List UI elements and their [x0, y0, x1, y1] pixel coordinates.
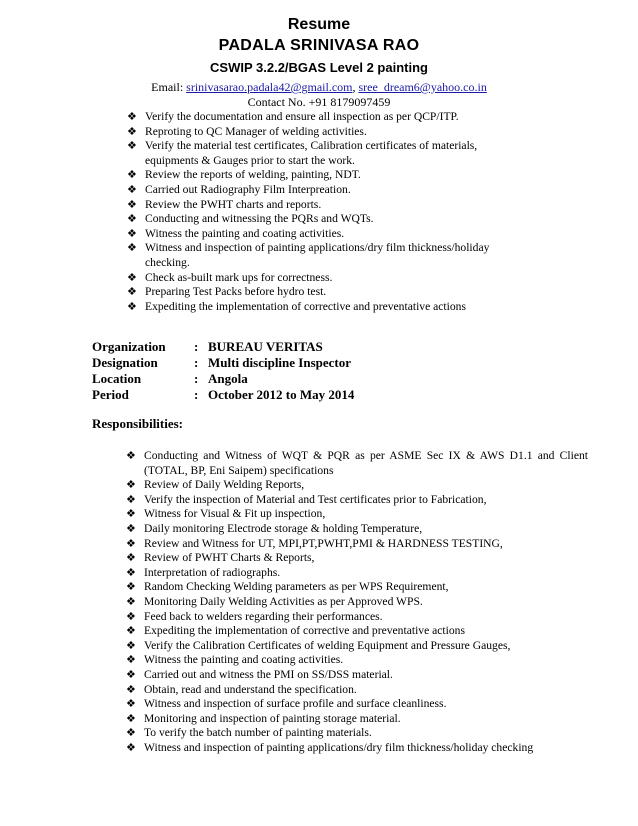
email-line — [0, 80, 638, 95]
org-separator: : — [194, 355, 199, 370]
email-separator: , — [352, 80, 359, 94]
diamond-bullet-icon: ❖ — [126, 595, 136, 608]
summary-item-text: Check as-built mark ups for correctness. — [145, 270, 333, 284]
summary-item-text: Review the reports of welding, painting, NDT. — [145, 168, 361, 182]
diamond-bullet-icon: ❖ — [126, 698, 136, 711]
responsibility-item — [124, 624, 588, 639]
org-label: Period — [92, 387, 129, 402]
diamond-bullet-icon: ❖ — [127, 271, 137, 284]
responsibility-item-text: Verify the inspection of Material and Test certificates prior to Fabrication, — [144, 492, 487, 506]
diamond-bullet-icon: ❖ — [127, 183, 137, 196]
diamond-bullet-icon: ❖ — [126, 610, 136, 623]
org-value: October 2012 to May 2014 — [208, 387, 355, 402]
summary-item-text: Reproting to QC Manager of welding activities. — [145, 124, 367, 138]
responsibility-item-text: Witness for Visual & Fit up inspection, — [144, 507, 326, 521]
org-label: Organization — [92, 339, 166, 354]
summary-item — [125, 271, 510, 286]
responsibility-item-text: Review and Witness for UT, MPI,PT,PWHT,PMI & HARDNESS TESTING, — [144, 536, 503, 550]
diamond-bullet-icon: ❖ — [127, 286, 137, 299]
responsibility-item — [124, 580, 588, 595]
responsibility-item — [124, 741, 588, 756]
responsibility-item — [124, 537, 588, 552]
summary-item — [125, 168, 510, 183]
summary-item-text: Expediting the implementation of corrective and preventative actions — [145, 299, 466, 313]
summary-item — [125, 227, 510, 242]
diamond-bullet-icon: ❖ — [126, 741, 136, 754]
diamond-bullet-icon: ❖ — [127, 213, 137, 226]
responsibility-item — [124, 726, 588, 741]
diamond-bullet-icon: ❖ — [127, 169, 137, 182]
summary-list — [125, 110, 510, 314]
responsibility-item-text: Witness and inspection of painting applications/dry film thickness/holiday checking — [144, 740, 534, 754]
responsibility-item — [124, 712, 588, 727]
org-separator: : — [194, 387, 199, 402]
org-separator: : — [194, 339, 199, 354]
org-label: Designation — [92, 355, 158, 370]
diamond-bullet-icon: ❖ — [127, 300, 137, 313]
responsibility-item-text: Verify the Calibration Certificates of welding Equipment and Pressure Gauges, — [144, 638, 511, 652]
responsibility-item-text: Monitoring and inspection of painting storage material. — [144, 711, 401, 725]
responsibility-item-text: Feed back to welders regarding their performances. — [144, 609, 383, 623]
org-value: Angola — [208, 371, 248, 386]
diamond-bullet-icon: ❖ — [126, 668, 136, 681]
responsibility-item — [124, 639, 588, 654]
summary-item — [125, 139, 510, 168]
summary-item-text: Preparing Test Packs before hydro test. — [145, 285, 327, 299]
diamond-bullet-icon: ❖ — [126, 537, 136, 550]
diamond-bullet-icon: ❖ — [127, 227, 137, 240]
summary-item-text: Carried out Radiography Film Interpreation. — [145, 182, 351, 196]
candidate-name: PADALA SRINIVASA RAO — [218, 37, 420, 54]
responsibility-item-text: Carried out and witness the PMI on SS/DSS material. — [144, 667, 393, 681]
responsibility-item-text: Obtain, read and understand the specification. — [144, 682, 357, 696]
diamond-bullet-icon: ❖ — [126, 566, 136, 579]
responsibility-item — [124, 697, 588, 712]
diamond-bullet-icon: ❖ — [126, 493, 136, 506]
diamond-bullet-icon: ❖ — [126, 508, 136, 521]
org-value: Multi discipline Inspector — [208, 355, 352, 370]
responsibility-item — [124, 449, 588, 478]
responsibility-item — [124, 507, 588, 522]
responsibility-item — [124, 653, 588, 668]
summary-item — [125, 110, 510, 125]
certification-line: CSWIP 3.2.2/BGAS Level 2 painting — [210, 60, 428, 75]
diamond-bullet-icon: ❖ — [126, 552, 136, 565]
summary-item-text: Witness the painting and coating activities. — [145, 226, 345, 240]
responsibility-item-text: Witness the painting and coating activities. — [144, 653, 344, 667]
diamond-bullet-icon: ❖ — [126, 581, 136, 594]
diamond-bullet-icon: ❖ — [126, 522, 136, 535]
responsibility-item-text: To verify the batch number of painting materials. — [144, 726, 372, 740]
org-value: BUREAU VERITAS — [208, 339, 323, 354]
responsibility-item — [124, 668, 588, 683]
summary-item-text: Verify the material test certificates, Calibration certificates of materials, equipments & Gauges prior to start the work. — [145, 139, 478, 167]
diamond-bullet-icon: ❖ — [127, 125, 137, 138]
responsibility-item-text: Random Checking Welding parameters as per WPS Requirement, — [144, 580, 449, 594]
diamond-bullet-icon: ❖ — [127, 111, 137, 123]
diamond-bullet-icon: ❖ — [127, 198, 137, 211]
responsibility-item — [124, 478, 588, 493]
responsibility-item — [124, 683, 588, 698]
responsibilities-heading: Responsibilities: — [92, 416, 184, 431]
diamond-bullet-icon: ❖ — [126, 639, 136, 652]
diamond-bullet-icon: ❖ — [127, 140, 137, 153]
responsibility-item — [124, 566, 588, 581]
summary-item — [125, 241, 510, 270]
diamond-bullet-icon: ❖ — [126, 654, 136, 667]
org-separator: : — [194, 371, 199, 386]
summary-item — [125, 125, 510, 140]
summary-item — [125, 212, 510, 227]
responsibility-item-text: Daily monitoring Electrode storage & holding Temperature, — [144, 521, 423, 535]
responsibility-item — [124, 595, 588, 610]
summary-item — [125, 198, 510, 213]
responsibility-item — [124, 522, 588, 537]
summary-item-text: Conducting and witnessing the PQRs and WQTs. — [145, 212, 374, 226]
responsibility-item — [124, 493, 588, 508]
diamond-bullet-icon: ❖ — [126, 683, 136, 696]
responsibility-item-text: Witness and inspection of surface profile and surface cleanliness. — [144, 697, 447, 711]
summary-item-text: Review the PWHT charts and reports. — [145, 197, 322, 211]
diamond-bullet-icon: ❖ — [126, 712, 136, 725]
responsibility-item-text: Review of Daily Welding Reports, — [144, 478, 305, 492]
responsibility-item-text: Conducting and Witness of WQT & PQR as per ASME Sec IX & AWS D1.1 and Client (TOTAL, BP, Eni Saipem) specifications — [144, 449, 588, 477]
summary-item-text: Witness and inspection of painting applications/dry film thickness/holiday checking. — [145, 241, 490, 269]
diamond-bullet-icon: ❖ — [126, 450, 136, 462]
email-link-primary[interactable]: srinivasarao.padala42@gmail.com — [186, 80, 353, 94]
summary-item-text: Verify the documentation and ensure all inspection as per QCP/ITP. — [145, 110, 459, 123]
responsibility-item-text: Review of PWHT Charts & Reports, — [144, 551, 315, 565]
phone-line: Contact No. +91 8179097459 — [247, 95, 391, 109]
diamond-bullet-icon: ❖ — [127, 242, 137, 255]
responsibility-item — [124, 551, 588, 566]
responsibility-item — [124, 610, 588, 625]
org-label: Location — [92, 371, 142, 386]
responsibility-item-text: Monitoring Daily Welding Activities as per Approved WPS. — [144, 594, 423, 608]
responsibility-item-text: Interpretation of radiographs. — [144, 565, 281, 579]
email-link-secondary[interactable]: sree_dream6@yahoo.co.in — [358, 80, 487, 94]
summary-item — [125, 300, 510, 315]
diamond-bullet-icon: ❖ — [126, 727, 136, 740]
responsibility-item-text: Expediting the implementation of corrective and preventative actions — [144, 624, 465, 638]
summary-item — [125, 285, 510, 300]
diamond-bullet-icon: ❖ — [126, 479, 136, 492]
diamond-bullet-icon: ❖ — [126, 625, 136, 638]
summary-item — [125, 183, 510, 198]
responsibilities-list — [124, 449, 588, 755]
document-title: Resume — [287, 16, 351, 33]
email-prefix: Email: — [151, 80, 187, 94]
